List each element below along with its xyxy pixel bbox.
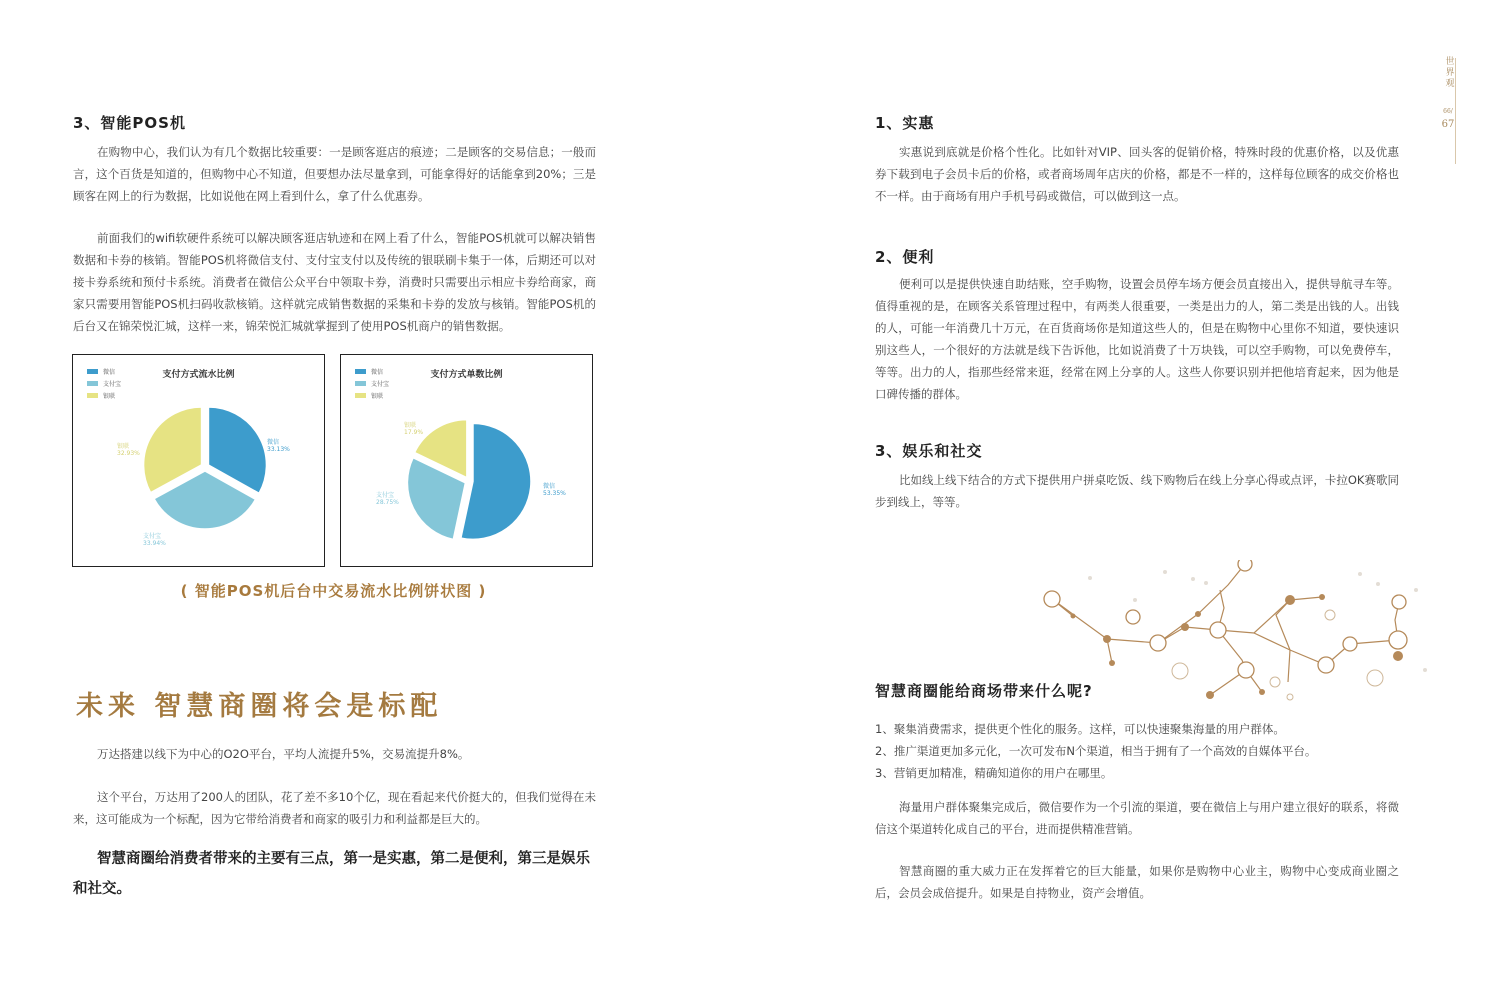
slice-name: 支付宝 xyxy=(376,492,395,499)
slice-pct: 32.93% xyxy=(117,450,140,457)
slice-label-alipay xyxy=(376,492,399,506)
slice-label-unionpay xyxy=(117,443,140,457)
future-summary: 智慧商圈给消费者带来的主要有三点，第一是实惠，第二是便利，第三是娱乐和社交。 xyxy=(73,851,590,897)
slice-pct: 33.94% xyxy=(143,540,166,547)
legend-label-unionpay: 银联 xyxy=(103,392,116,400)
slice-pct: 33.13% xyxy=(267,446,290,453)
pie-svg xyxy=(341,355,592,566)
sidebar-brand xyxy=(1441,56,1455,131)
legend-label-wechat: 微信 xyxy=(371,368,384,376)
slice-name: 微信 xyxy=(267,439,280,446)
slice-name: 银联 xyxy=(404,422,417,429)
heading-social: 3、娱乐和社交 xyxy=(875,442,983,460)
heading-benefit: 1、实惠 xyxy=(875,114,935,132)
legend-label-unionpay: 银联 xyxy=(371,392,384,400)
slice-pct: 17.9% xyxy=(404,429,424,436)
heading-question: 智慧商圈能给商场带来什么呢? xyxy=(875,682,1093,700)
legend-label-wechat: 微信 xyxy=(103,368,116,376)
slice-name: 微信 xyxy=(543,483,556,490)
sidebar-divider xyxy=(1455,58,1456,164)
list-item: 1、聚集消费需求，提供更个性化的服务。这样，可以快速聚集海量的用户群体。 xyxy=(875,722,1285,736)
pie-svg xyxy=(73,355,324,566)
heading-convenience: 2、便利 xyxy=(875,248,935,266)
pos-paragraph-1: 在购物中心，我们认为有几个数据比较重要：一是顾客逛店的痕迹；二是顾客的交易信息；一般而言，这个百货是知道的，但购物中心不知道，但要想办法尽量拿到，可能拿得好的话能拿到20%；三是顾客在网上的行为数据，比如说他在网上看到什么，拿了什么优惠券。 xyxy=(73,145,596,203)
social-paragraph: 比如线上线下结合的方式下提供用户拼桌吃饭、线下购物后在线上分享心得或点评，卡拉OK赛歌同步到线上，等等。 xyxy=(875,473,1399,509)
chart-title: 支付方式单数比例 xyxy=(430,370,503,380)
convenience-paragraph: 便利可以是提供快速自助结账，空手购物，设置会员停车场方便会员直接出入，提供导航寻车等。值得重视的是，在顾客关系管理过程中，有两类人很重要，一类是出力的人，第二类是出钱的人。出钱的人，可能一年消费几十万元，在百货商场你是知道这些人的，但是在购物中心里你不知道，要快速识别这些人，一个很好的方法就是线下告诉他，比如说消费了十万块钱，可以空手购物，可以免费停车，等等。出力的人，指那些经常来逛，经常在网上分享的人。这些人你要识别并把他培育起来，因为他是口碑传播的群体。 xyxy=(875,277,1399,401)
page-number-small: 66/ xyxy=(1443,108,1453,115)
future-title: 未来 智慧商圈将会是标配 xyxy=(76,691,443,722)
pos-heading: 3、智能POS机 xyxy=(73,114,186,132)
chart-title: 支付方式流水比例 xyxy=(162,370,235,380)
pos-paragraph-2: 前面我们的wifi软硬件系统可以解决顾客逛店轨迹和在网上看了什么，智能POS机就可以解决销售数据和卡券的核销。智能POS机将微信支付、支付宝支付以及传统的银联刷卡集于一体，后期还可以对接卡券系统和预付卡系统。消费者在微信公众平台中领取卡券，消费时只需要出示相应卡券给商家，商家只需要用智能POS机扫码收款核销。这样就完成销售数据的采集和卡券的发放与核销。智能POS机的后台又在锦荣悦汇城，这样一来，锦荣悦汇城就掌握到了使用POS机商户的销售数据。 xyxy=(73,231,596,333)
page-number: 67 xyxy=(1441,119,1455,130)
legend-label-alipay: 支付宝 xyxy=(371,380,390,388)
benefit-paragraph: 实惠说到底就是价格个性化。比如针对VIP、回头客的促销价格，特殊时段的优惠价格，以及优惠券下载到电子会员卡后的价格，或者商场周年店庆的价格，都是不一样的，这样每位顾客的成交价格也不一样。由于商场有用户手机号码或微信，可以做到这一点。 xyxy=(875,145,1399,203)
benefit-list xyxy=(875,718,1399,784)
slice-label-wechat xyxy=(543,483,566,497)
slice-name: 银联 xyxy=(117,443,130,450)
pie-slices xyxy=(407,420,531,540)
pie-slices xyxy=(144,407,267,529)
list-item: 3、营销更加精准，精确知道你的用户在哪里。 xyxy=(875,766,1113,780)
pie-chart-flow xyxy=(72,354,325,567)
slice-wechat xyxy=(461,423,531,539)
slice-pct: 28.75% xyxy=(376,499,399,506)
list-item: 2、推广渠道更加多元化，一次可发布N个渠道，相当于拥有了一个高效的自媒体平台。 xyxy=(875,744,1317,758)
slice-label-wechat xyxy=(267,439,290,453)
pie-chart-count xyxy=(340,354,593,567)
conclusion-paragraph: 智慧商圈的重大威力正在发挥着它的巨大能量，如果你是购物中心业主，购物中心变成商业圈之后，会员会成倍提升。如果是自持物业，资产会增值。 xyxy=(875,864,1399,900)
chart-caption: ( 智能POS机后台中交易流水比例饼状图 ) xyxy=(180,582,487,600)
slice-name: 支付宝 xyxy=(143,533,162,540)
legend-label-alipay: 支付宝 xyxy=(103,380,122,388)
future-paragraph-2: 这个平台，万达用了200人的团队，花了差不多10个亿，现在看起来代价挺大的，但我们觉得在未来，这可能成为一个标配，因为它带给消费者和商家的吸引力和利益都是巨大的。 xyxy=(73,790,596,826)
slice-label-unionpay xyxy=(404,422,423,436)
wechat-paragraph: 海量用户群体聚集完成后，微信要作为一个引流的渠道，要在微信上与用户建立很好的联系，将微信这个渠道转化成自己的平台，进而提供精准营销。 xyxy=(875,800,1399,836)
brand-text: 世界观 xyxy=(1443,56,1454,89)
future-paragraph-1: 万达搭建以线下为中心的O2O平台，平均人流提升5%，交易流提升8%。 xyxy=(97,747,470,761)
slice-pct: 53.35% xyxy=(543,490,566,497)
slice-label-alipay xyxy=(143,533,166,547)
